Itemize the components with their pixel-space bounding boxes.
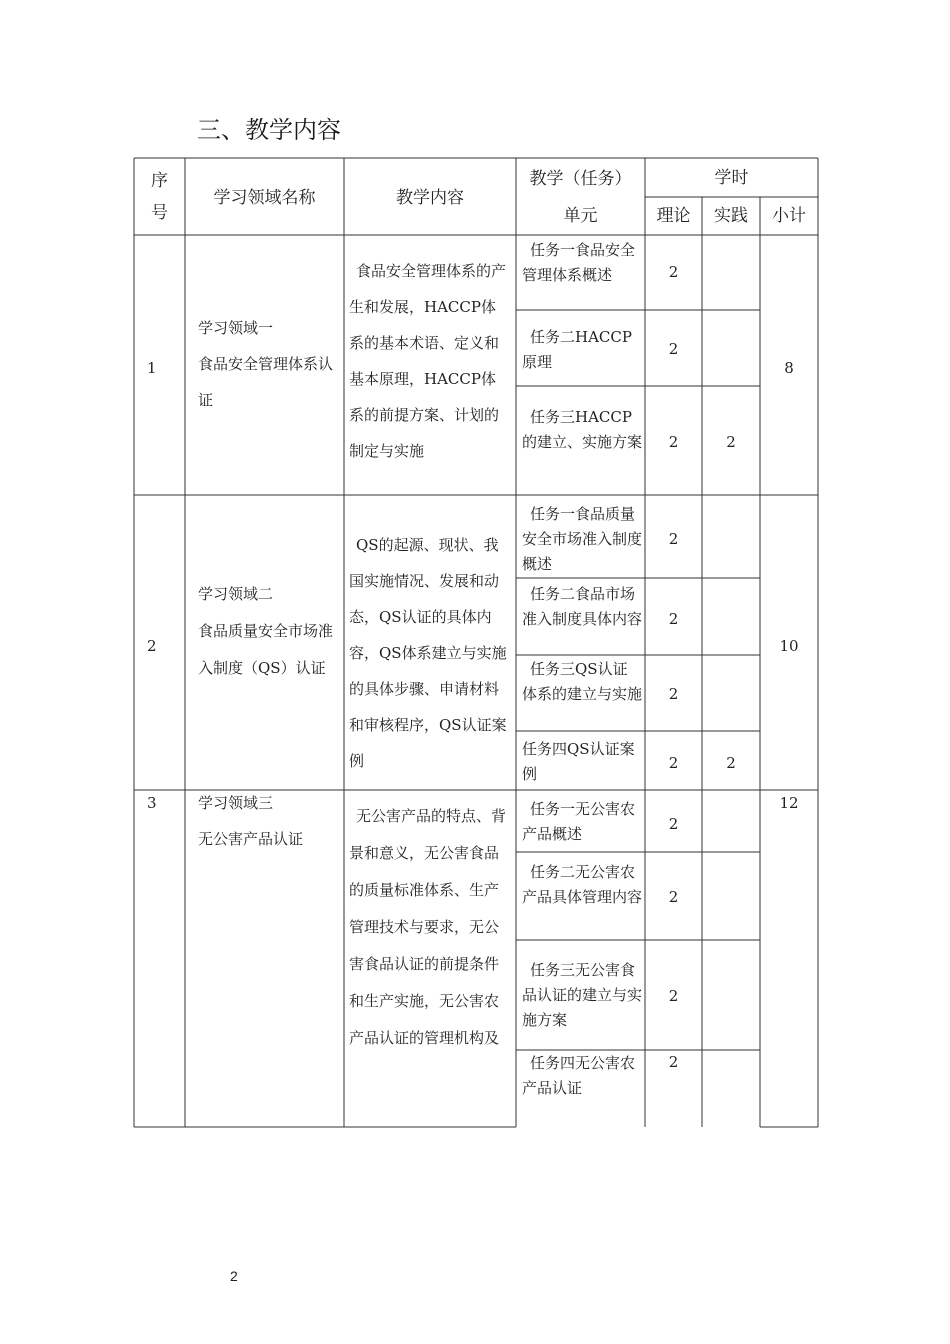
header-domain-name: 学习领域名称 xyxy=(213,188,316,208)
row-3-name-l2: 无公害产品认证 xyxy=(198,830,304,848)
row-3-task-2: 任务二无公害农产品具体管理内容 xyxy=(522,863,643,906)
row-3-task-2-theory: 2 xyxy=(668,888,679,906)
row-1-task-2: 任务二HACCP原理 xyxy=(522,328,632,371)
row-1-task-3: 任务三HACCP的建立、实施方案 xyxy=(522,408,643,451)
row-2-subtotal: 10 xyxy=(779,637,799,655)
row-3-task-1-theory: 2 xyxy=(668,815,679,833)
row-1-name-l2: 食品安全管理体系认证 xyxy=(198,355,334,409)
row-3-task-4-theory: 2 xyxy=(668,1053,679,1071)
row-3-subtotal: 12 xyxy=(779,794,799,812)
header-seq xyxy=(134,165,185,229)
row-1-seq: 1 xyxy=(147,359,157,377)
row-2-task-3-theory: 2 xyxy=(668,685,679,703)
row-1-task-1-theory: 2 xyxy=(668,263,679,281)
header-theory: 理论 xyxy=(656,206,691,226)
row-2-name-l1: 学习领域二 xyxy=(198,585,274,603)
header-task-unit-l2: 单元 xyxy=(563,206,598,226)
row-3-task-3: 任务三无公害食品认证的建立与实施方案 xyxy=(522,961,643,1029)
row-2-seq: 2 xyxy=(147,637,157,655)
header-content: 教学内容 xyxy=(396,188,464,208)
row-2-content: QS的起源、现状、我国实施情况、发展和动态，QS认证的具体内容，QS体系建立与实施的具体步骤、申请材料和审核程序，QS认证案例 xyxy=(349,536,507,770)
row-2-task-1: 任务一食品质量安全市场准入制度概述 xyxy=(522,505,643,573)
row-2-task-4-theory: 2 xyxy=(668,754,679,772)
row-1-content: 食品安全管理体系的产生和发展，HACCP体系的基本术语、定义和基本原理，HACCP体系的前提方案、计划的制定与实施 xyxy=(349,262,507,460)
row-3-name-l1: 学习领域三 xyxy=(198,794,274,812)
row-1-name-l1: 学习领域一 xyxy=(198,319,274,337)
row-2-task-3: 任务三QS认证体系的建立与实施 xyxy=(522,660,643,703)
row-3-name xyxy=(198,791,340,862)
row-3-task-4: 任务四无公害农产品认证 xyxy=(522,1054,636,1097)
row-1-task-3-theory: 2 xyxy=(668,433,679,451)
row-1-name xyxy=(198,310,340,418)
header-subtotal: 小计 xyxy=(772,206,806,226)
header-seq-text: 序号 xyxy=(151,171,168,223)
row-2-task-1-theory: 2 xyxy=(668,530,679,548)
row-1-task-1: 任务一食品安全管理体系概述 xyxy=(522,241,636,284)
row-2-task-4: 任务四QS认证案例 xyxy=(522,740,635,783)
page-number: 2 xyxy=(230,1268,238,1284)
row-3-content: 无公害产品的特点、背景和意义，无公害食品的质量标准体系、生产管理技术与要求，无公害食品认证的前提条件和生产实施，无公害农产品认证的管理机构及 xyxy=(349,807,507,1047)
header-task-unit-l1: 教学（任务） xyxy=(529,169,632,189)
row-1-subtotal: 8 xyxy=(784,359,794,377)
section-title: 三、教学内容 xyxy=(197,116,341,144)
row-1-task-2-theory: 2 xyxy=(668,340,679,358)
row-3-seq: 3 xyxy=(147,794,157,812)
row-3-task-3-theory: 2 xyxy=(668,987,679,1005)
row-2-task-2: 任务二食品市场准入制度具体内容 xyxy=(522,585,643,628)
header-practice: 实践 xyxy=(714,206,748,226)
row-1-task-3-practice: 2 xyxy=(726,433,736,451)
row-3-task-1: 任务一无公害农产品概述 xyxy=(522,800,636,843)
row-2-name xyxy=(198,576,340,687)
header-hours: 学时 xyxy=(714,168,749,188)
row-2-task-4-practice: 2 xyxy=(726,754,736,772)
row-2-name-l2: 食品质量安全市场准入制度（QS）认证 xyxy=(198,622,334,677)
row-2-task-2-theory: 2 xyxy=(668,610,679,628)
